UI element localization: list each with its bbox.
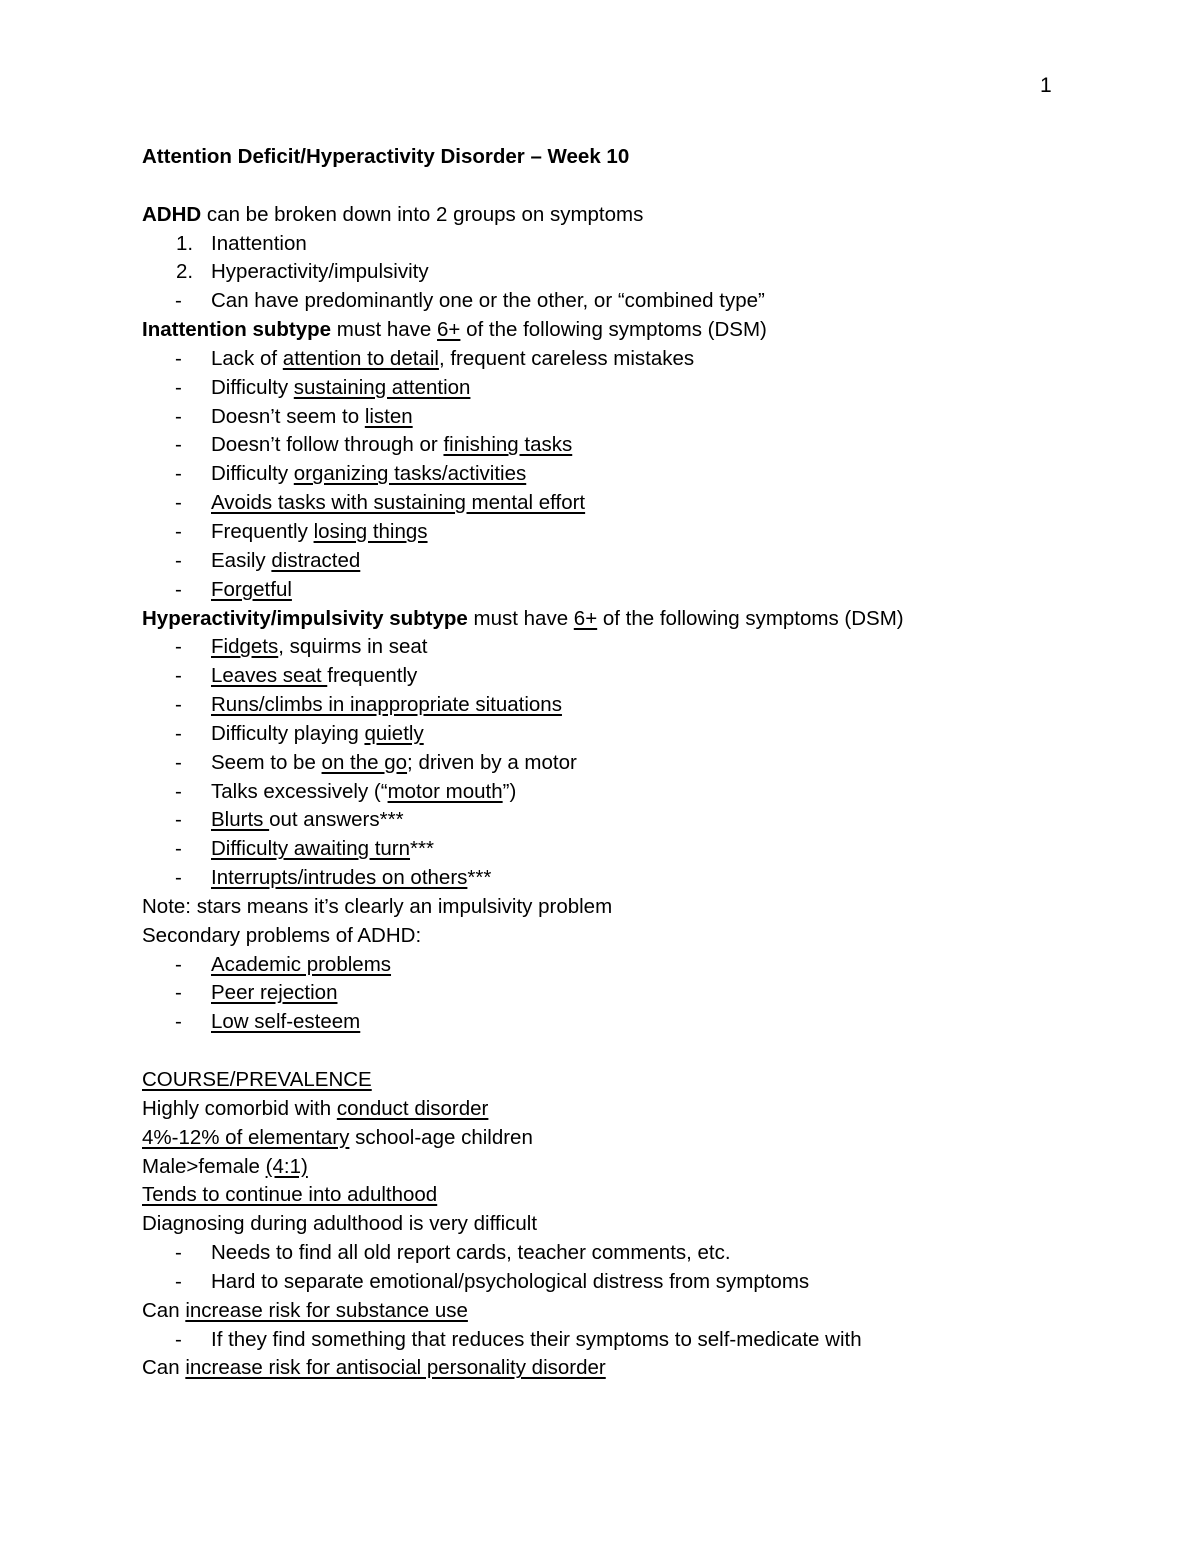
heading-text: of the following symptoms (DSM) [597, 606, 904, 630]
antisocial-line [142, 1354, 1102, 1383]
bullet-item [142, 1008, 1102, 1037]
bullet-dash: - [175, 750, 182, 774]
list-underline: listen [364, 404, 413, 428]
bullet-item [142, 691, 1102, 720]
list-underline: Avoids tasks with sustaining mental effort [211, 491, 586, 515]
hyperactivity-list [142, 633, 1102, 893]
bullet-item [142, 778, 1102, 807]
intro-text: can be broken down into 2 groups on symptoms [201, 202, 644, 226]
bullet-dash: - [175, 693, 182, 717]
list-underline: organizing tasks/activities [293, 462, 527, 486]
spacer [142, 1037, 1102, 1066]
diagnosis-line: Diagnosing during adulthood is very difficult [142, 1212, 538, 1236]
bullet-item [142, 951, 1102, 980]
bullet-item [142, 489, 1102, 518]
list-text: Easily [211, 548, 272, 572]
line-underline: conduct disorder [336, 1096, 489, 1120]
list-text: Talks excessively (“ [211, 779, 388, 803]
course-heading-text: COURSE/PREVALENCE [142, 1068, 372, 1091]
list-text: Difficulty playing [211, 721, 365, 745]
bullet-item [142, 749, 1102, 778]
inattention-heading [142, 316, 1102, 345]
heading-text: of the following symptoms (DSM) [460, 318, 767, 342]
secondary-list [142, 951, 1102, 1038]
heading-bold: Inattention subtype [142, 318, 332, 342]
inattention-list [142, 345, 1102, 605]
list-text: Needs to find all old report cards, teacher comments, etc. [211, 1241, 731, 1265]
line-text: school-age children [349, 1125, 533, 1149]
list-number: 1. [176, 231, 194, 255]
list-underline: losing things [313, 519, 428, 543]
list-underline: Runs/climbs in inappropriate situations [211, 693, 562, 717]
bullet-item [142, 576, 1102, 605]
intro-bold: ADHD [142, 202, 202, 226]
spacer [142, 172, 1102, 201]
bullet-item [142, 1326, 1102, 1355]
bullet-dash: - [175, 1241, 182, 1265]
list-underline: Forgetful [211, 577, 292, 601]
bullet-dash: - [175, 462, 182, 486]
list-text: *** [467, 866, 492, 890]
list-text: Doesn’t seem to [211, 404, 365, 428]
bullet-item [142, 518, 1102, 547]
list-text: Difficulty [211, 375, 294, 399]
list-text: *** [410, 837, 434, 861]
list-underline: Difficulty awaiting turn [211, 837, 411, 861]
list-underline: attention to detail [282, 346, 439, 370]
list-text: Seem to be [211, 750, 322, 774]
bullet-dash: - [175, 289, 182, 313]
line-underline: (4:1) [265, 1154, 308, 1178]
course-heading [142, 1066, 1102, 1095]
numbered-item [142, 258, 1102, 287]
list-text: , squirms in seat [278, 635, 428, 659]
list-underline: Low self-esteem [211, 1010, 361, 1034]
comorbid-line [142, 1095, 1102, 1124]
line-text: Can [142, 1356, 186, 1380]
bullet-dash: - [175, 375, 182, 399]
adulthood-line [142, 1181, 1102, 1210]
bullet-dash: - [175, 1269, 182, 1293]
list-underline: motor mouth [387, 779, 503, 803]
heading-text: must have [331, 318, 438, 342]
bullet-dash: - [175, 664, 182, 688]
list-text: ”) [502, 779, 517, 803]
list-underline: distracted [271, 548, 361, 572]
heading-bold: Hyperactivity/impulsivity subtype [142, 606, 468, 630]
note-line: Note: stars means it’s clearly an impulsivity problem [142, 894, 613, 918]
line-underline: Tends to continue into adulthood [142, 1183, 438, 1207]
bullet-dash: - [175, 491, 182, 515]
bullet-dash: - [175, 721, 182, 745]
line-underline: 4%-12% of elementary [142, 1125, 350, 1149]
bullet-item [142, 1268, 1102, 1297]
bullet-dash: - [175, 866, 182, 890]
list-text: out answers*** [269, 808, 404, 832]
bullet-dash: - [175, 1010, 182, 1034]
list-text: Difficulty [211, 462, 294, 486]
heading-underline: 6+ [437, 318, 461, 342]
bullet-dash: - [175, 519, 182, 543]
bullet-item [142, 864, 1102, 893]
list-text: Lack of [211, 346, 283, 370]
document-title: Attention Deficit/Hyperactivity Disorder – Week 10 [142, 145, 630, 168]
bullet-item [142, 547, 1102, 576]
list-underline: Leaves seat [211, 664, 328, 688]
bullet-item [142, 720, 1102, 749]
prevalence-line [142, 1124, 1102, 1153]
list-underline: Interrupts/intrudes on others [211, 866, 468, 890]
bullet-item [142, 287, 1102, 316]
bullet-dash: - [175, 837, 182, 861]
hyperactivity-heading [142, 605, 1102, 634]
list-text: , frequent careless mistakes [438, 346, 695, 370]
line-text: Can [142, 1298, 186, 1322]
list-text: Frequently [211, 519, 314, 543]
substance-line [142, 1297, 1102, 1326]
list-text: Can have predominantly one or the other, or “combined type” [211, 289, 765, 313]
list-underline: finishing tasks [443, 433, 573, 457]
numbered-item [142, 230, 1102, 259]
list-underline: Academic problems [211, 952, 392, 976]
bullet-dash: - [175, 577, 182, 601]
bullet-dash: - [175, 346, 182, 370]
bullet-dash: - [175, 1327, 182, 1351]
bullet-item [142, 633, 1102, 662]
heading-underline: 6+ [573, 606, 598, 630]
list-underline: Peer rejection [211, 981, 338, 1005]
document-body [142, 143, 1102, 1383]
bullet-item [142, 835, 1102, 864]
list-underline: Blurts [211, 808, 270, 832]
secondary-heading: Secondary problems of ADHD: [142, 923, 422, 947]
bullet-dash: - [175, 779, 182, 803]
bullet-item [142, 1239, 1102, 1268]
bullet-dash: - [175, 635, 182, 659]
bullet-item [142, 431, 1102, 460]
ratio-line [142, 1153, 1102, 1182]
bullet-dash: - [175, 404, 182, 428]
page-number: 1 [1040, 74, 1052, 97]
bullet-item [142, 345, 1102, 374]
list-text: Doesn’t follow through or [211, 433, 444, 457]
bullet-dash: - [175, 433, 182, 457]
line-text: Male>female [142, 1154, 266, 1178]
list-text: If they find something that reduces their symptoms to self-medicate with [211, 1327, 862, 1351]
list-underline: sustaining attention [293, 375, 471, 399]
bullet-dash: - [175, 808, 182, 832]
line-text: Highly comorbid with [142, 1096, 337, 1120]
list-underline: quietly [364, 721, 424, 745]
bullet-item [142, 374, 1102, 403]
bullet-dash: - [175, 952, 182, 976]
intro-line [142, 201, 1102, 230]
list-underline: Fidgets [211, 635, 279, 659]
bullet-item [142, 460, 1102, 489]
bullet-dash: - [175, 548, 182, 572]
heading-text: must have [467, 606, 574, 630]
list-text: ; driven by a motor [407, 750, 577, 774]
list-number: 2. [176, 260, 194, 284]
list-text: Inattention [211, 231, 307, 255]
line-underline: increase risk for antisocial personality disorder [185, 1356, 606, 1380]
list-text: frequently [327, 664, 418, 688]
bullet-item [142, 662, 1102, 691]
list-text: Hard to separate emotional/psychological distress from symptoms [211, 1269, 810, 1293]
bullet-item [142, 403, 1102, 432]
bullet-item [142, 979, 1102, 1008]
bullet-dash: - [175, 981, 182, 1005]
list-underline: on the go [321, 750, 408, 774]
list-text: Hyperactivity/impulsivity [211, 260, 429, 284]
line-underline: increase risk for substance use [185, 1298, 468, 1322]
bullet-item [142, 806, 1102, 835]
